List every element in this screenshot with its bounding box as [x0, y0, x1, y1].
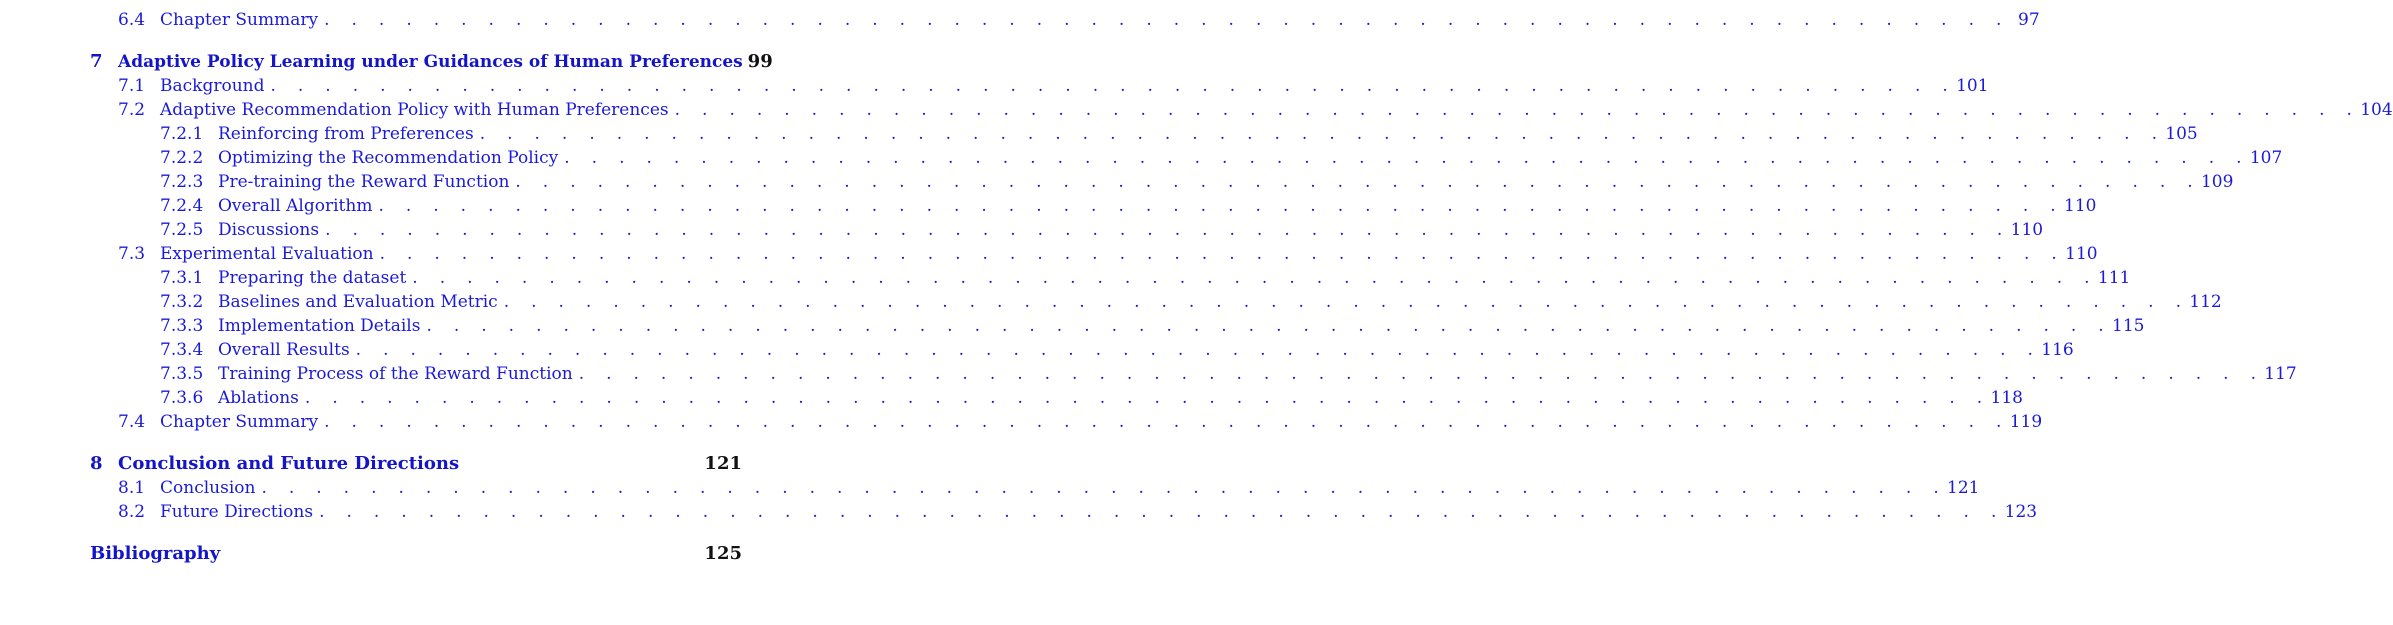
- toc-entry-title: Experimental Evaluation: [160, 244, 374, 264]
- toc-entry-number: 7.3.6: [160, 388, 204, 408]
- dot-leader: . . . . . . . . . . . . . . . . . . . . . . . . . . . . . . . . . . . . . . . . . . . . . . . . . . . . . . . . . . . . . .: [304, 388, 1991, 408]
- toc-entry[interactable]: [160, 386, 2023, 410]
- toc-entry-number: 7: [90, 51, 103, 72]
- toc-entry-title: Baselines and Evaluation Metric: [218, 292, 498, 312]
- toc-entry[interactable]: [160, 338, 2074, 362]
- toc-entry-number: 7.4: [118, 412, 146, 432]
- toc-entry-title: Chapter Summary: [160, 412, 319, 432]
- toc-entry-page: 115: [2112, 316, 2145, 336]
- toc-entry-page: 109: [2200, 172, 2234, 192]
- toc-entry-page: 110: [2065, 244, 2098, 264]
- toc-bibliography-entry[interactable]: [90, 542, 742, 566]
- toc-entry-title: Preparing the dataset: [218, 268, 407, 288]
- toc-entry[interactable]: [160, 314, 2145, 338]
- toc-entry[interactable]: [118, 242, 2098, 266]
- toc-entry-title: Conclusion: [160, 478, 256, 498]
- toc-entry-title: Bibliography: [90, 543, 221, 564]
- toc-entry-page: 125: [704, 543, 742, 564]
- dot-leader: . . . . . . . . . . . . . . . . . . . . . . . . . . . . . . . . . . . . . . . . . . . . . . . . . . . . . . . . . . . . . .: [319, 502, 2005, 522]
- toc-entry-title: Overall Algorithm: [218, 196, 373, 216]
- dot-leader: . . . . . . . . . . . . . . . . . . . . . . . . . . . . . . . . . . . . . . . . . . . . . . . . . . . . . . . . . . . . . .: [379, 244, 2066, 264]
- toc-entry[interactable]: [160, 362, 2297, 386]
- dot-leader: . . . . . . . . . . . . . . . . . . . . . . . . . . . . . . . . . . . . . . . . . . . . . . . . . . . . . . . . . . . . . .: [261, 478, 1948, 498]
- toc-entry-page: 107: [2249, 148, 2283, 168]
- toc-entry[interactable]: [160, 266, 2131, 290]
- toc-entry-page: 119: [2009, 412, 2043, 432]
- toc-entry[interactable]: [118, 410, 2043, 434]
- toc-entry-page: 111: [2097, 268, 2131, 288]
- toc-entry-page: 104: [2360, 100, 2393, 120]
- toc-entry[interactable]: [160, 290, 2222, 314]
- dot-leader: . . . . . . . . . . . . . . . . . . . . . . . . . . . . . . . . . . . . . . . . . . . . . . . . . . . . . . . . . . . . . .: [578, 364, 2265, 384]
- toc-entry-number: 7.2: [118, 100, 146, 120]
- toc-entry-title: Overall Results: [218, 340, 350, 360]
- toc-entry-page: 121: [704, 453, 742, 474]
- toc-entry-number: 6.4: [118, 10, 146, 30]
- toc-entry-title: Implementation Details: [218, 316, 421, 336]
- toc-entry-title: Adaptive Policy Learning under Guidances of Human Preferences: [118, 52, 743, 72]
- toc-entry-page: 123: [2004, 502, 2038, 522]
- toc-entry-title: Pre-training the Reward Function: [218, 172, 510, 192]
- toc-entry-title: Conclusion and Future Directions: [118, 453, 460, 474]
- dot-leader: . . . . . . . . . . . . . . . . . . . . . . . . . . . . . . . . . . . . . . . . . . . . . . . . . . . . . . . . . . . . . .: [503, 292, 2190, 312]
- toc-entry-title: Chapter Summary: [160, 10, 319, 30]
- toc-entry[interactable]: [160, 194, 2097, 218]
- toc-entry-number: 7.3.2: [160, 292, 204, 312]
- toc-entry-title: Background: [160, 76, 265, 96]
- toc-entry-page: 97: [2018, 10, 2040, 30]
- toc-entry-page: 116: [2041, 340, 2074, 360]
- toc-entry-title: Discussions: [218, 220, 320, 240]
- toc-entry[interactable]: [160, 122, 2198, 146]
- toc-entry[interactable]: [118, 8, 2040, 32]
- dot-leader: . . . . . . . . . . . . . . . . . . . . . . . . . . . . . . . . . . . . . . . . . . . . . . . . . . . . . . . . . . . . . .: [412, 268, 2098, 288]
- toc-entry-page: 112: [2189, 292, 2222, 312]
- toc-entry[interactable]: [118, 476, 1980, 500]
- toc-entry-title: Optimizing the Recommendation Policy: [218, 148, 559, 168]
- dot-leader: . . . . . . . . . . . . . . . . . . . . . . . . . . . . . . . . . . . . . . . . . . . . . . . . . . . . . . . . . . . . . .: [324, 10, 2010, 30]
- dot-leader: . . . . . . . . . . . . . . . . . . . . . . . . . . . . . . . . . . . . . . . . . . . . . . . . . . . . . . . . . . . . . .: [564, 148, 2250, 168]
- dot-leader: . . . . . . . . . . . . . . . . . . . . . . . . . . . . . . . . . . . . . . . . . . . . . . . . . . . . . . . . . . . . . .: [270, 76, 1957, 96]
- toc-entry-page: 121: [1947, 478, 1980, 498]
- dot-leader: . . . . . . . . . . . . . . . . . . . . . . . . . . . . . . . . . . . . . . . . . . . . . . . . . . . . . . . . . . . . . .: [515, 172, 2201, 192]
- toc-entry-page: 110: [2064, 196, 2097, 216]
- toc-entry-number: 7.2.1: [160, 124, 204, 144]
- toc-entry-number: 7.2.5: [160, 220, 204, 240]
- toc-entry-page: 101: [1956, 76, 1989, 96]
- toc-entry-page: 110: [2010, 220, 2044, 240]
- dot-leader: . . . . . . . . . . . . . . . . . . . . . . . . . . . . . . . . . . . . . . . . . . . . . . . . . . . . . . . . . . . . . .: [324, 412, 2010, 432]
- dot-leader: . . . . . . . . . . . . . . . . . . . . . . . . . . . . . . . . . . . . . . . . . . . . . . . . . . . . . . . . . . . . . .: [325, 220, 2011, 240]
- toc-entry[interactable]: [160, 146, 2283, 170]
- toc-entry-number: 8.2: [118, 502, 146, 522]
- toc-entry-number: 7.2.4: [160, 196, 204, 216]
- toc-entry-number: 7.3.5: [160, 364, 204, 384]
- toc-entry-number: 7.3: [118, 244, 146, 264]
- toc-entry-title: Future Directions: [160, 502, 314, 522]
- dot-leader: . . . . . . . . . . . . . . . . . . . . . . . . . . . . . . . . . . . . . . . . . . . . . . . . . . . . . . . . . . . . . .: [355, 340, 2042, 360]
- toc-entry-number: 7.2.2: [160, 148, 204, 168]
- dot-leader: . . . . . . . . . . . . . . . . . . . . . . . . . . . . . . . . . . . . . . . . . . . . . . . . . . . . . . . . . . . . . .: [426, 316, 2113, 336]
- toc-entry-title: Training Process of the Reward Function: [218, 364, 573, 384]
- dot-leader: . . . . . . . . . . . . . . . . . . . . . . . . . . . . . . . . . . . . . . . . . . . . . . . . . . . . . . . . . . . . . .: [674, 100, 2361, 120]
- toc-entry[interactable]: [118, 74, 1989, 98]
- toc-chapter-entry[interactable]: [90, 50, 773, 74]
- toc-entry-page: 118: [1990, 388, 2023, 408]
- dot-leader: . . . . . . . . . . . . . . . . . . . . . . . . . . . . . . . . . . . . . . . . . . . . . . . . . . . . . . . . . . . . . .: [479, 124, 2166, 144]
- toc-entry[interactable]: [160, 170, 2234, 194]
- toc-chapter-entry[interactable]: [90, 452, 742, 476]
- toc-entry-number: 7.2.3: [160, 172, 204, 192]
- toc-entry-number: 8: [90, 453, 103, 474]
- toc-entry-title: Adaptive Recommendation Policy with Human Preferences: [160, 100, 669, 120]
- toc-entry-number: 7.3.3: [160, 316, 204, 336]
- toc-entry-number: 8.1: [118, 478, 146, 498]
- toc-entry-number: 7.3.4: [160, 340, 204, 360]
- toc-entry-number: 7.1: [118, 76, 146, 96]
- toc-entry[interactable]: [118, 98, 2393, 122]
- toc-entry-page: 105: [2165, 124, 2198, 144]
- toc-entry[interactable]: [160, 218, 2044, 242]
- toc-entry-page: 117: [2264, 364, 2297, 384]
- toc-entry-page: 99: [747, 51, 773, 72]
- dot-leader: . . . . . . . . . . . . . . . . . . . . . . . . . . . . . . . . . . . . . . . . . . . . . . . . . . . . . . . . . . . . . .: [378, 196, 2065, 216]
- toc-entry-title: Ablations: [218, 388, 299, 408]
- toc-entry[interactable]: [118, 500, 2038, 524]
- toc-entry-number: 7.3.1: [160, 268, 204, 288]
- toc-entry-title: Reinforcing from Preferences: [218, 124, 474, 144]
